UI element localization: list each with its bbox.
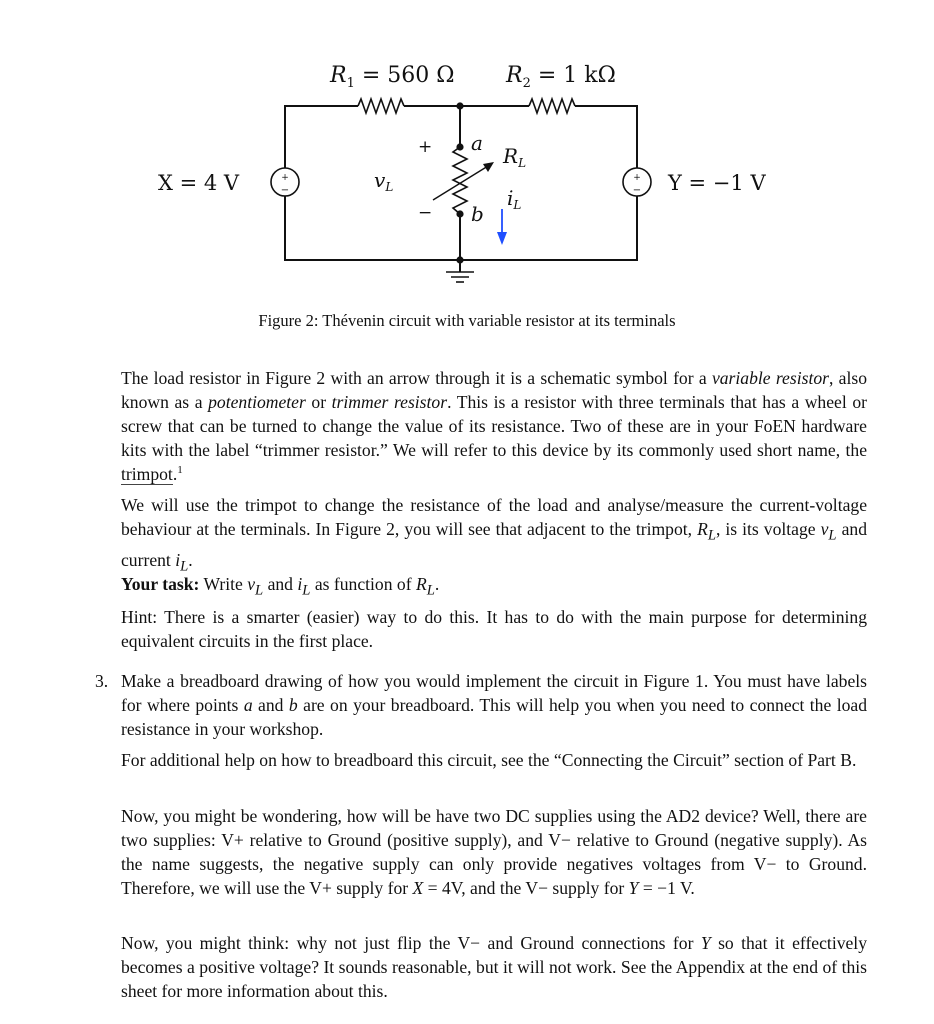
source-x-minus: −	[280, 185, 290, 196]
node-a-label: a	[471, 131, 483, 155]
paragraph-trimpot-usage: We will use the trimpot to change the resistance of the load and analyse/measure the current-voltage behaviour at the terminals. In Figure 2, you will see that adjacent to the trimpot, $R_L$, is its voltage $v_L$ and current $i_L$.	[121, 495, 867, 575]
paragraph-breadboard-task: Make a breadboard drawing of how you would implement the circuit in Figure 1. You must have labels for where points a and b are on your breadboard. This will help you when you need to connect the load resistance in your workshop.	[121, 671, 867, 739]
circuit-diagram	[0, 0, 934, 300]
figure-caption: Figure 2: Thévenin circuit with variable resistor at its terminals	[258, 311, 676, 330]
voltage-source-y	[623, 168, 651, 196]
y-label: Y = −1 V	[668, 171, 766, 195]
minus-sign: −	[418, 203, 433, 223]
il-label: $i_L$	[507, 186, 522, 212]
voltage-source-x	[271, 168, 299, 196]
node-ground	[456, 256, 463, 263]
node-b-dot	[456, 210, 463, 217]
node-a-dot	[456, 143, 463, 150]
plus-sign: +	[418, 137, 433, 157]
paragraph-trimpot-intro: The load resistor in Figure 2 with an arrow through it is a schematic symbol for a variable resistor, also known as a potentiometer or trimmer resistor. This is a resistor with three terminals that has a wheel or screw that can be turned to change the value of its resistance. Two of these are in your FoEN hardware kits with the label “trimmer resistor.” We will refer to this device by its commonly used short name, the trimpot.$^1$	[121, 368, 867, 484]
source-y-minus: −	[632, 185, 642, 196]
paragraph-supplies: Now, you might be wondering, how will be have two DC supplies using the AD2 device? Well, there are two supplies: V+ relative to Ground (positive supply), and V− relative to Ground (negative supply). As the name suggests, the negative supply can only provide negatives voltages from V− to Ground. Therefore, we will use the V+ supply for X = 4V, and the V− supply for Y = −1 V.	[121, 806, 867, 898]
trimpot-arrow-head	[483, 162, 494, 172]
source-x-plus: +	[281, 173, 289, 183]
ground-symbol	[446, 272, 474, 282]
trimpot-arrow	[433, 166, 488, 200]
rl-label: $R_L$	[503, 144, 527, 170]
node-b-label: b	[471, 202, 484, 226]
trimpot-link[interactable]: trimpot	[121, 464, 173, 484]
r2-label: $R_2 = 1$ kΩ	[506, 63, 616, 91]
paragraph-task: Your task: Write $v_L$ and $i_L$ as function of $R_L$.	[121, 574, 440, 599]
r1-label: $R_1 = 560$ Ω	[330, 63, 455, 91]
circuit-wires	[285, 106, 637, 272]
list-number-3: 3.	[95, 671, 109, 691]
footnote-marker[interactable]: 1	[177, 464, 183, 477]
vl-label: $v_L$	[374, 168, 394, 194]
paragraph-flip-connections: Now, you might think: why not just flip the V− and Ground connections for Y so that it effectively becomes a positive voltage? It sounds reasonable, but it will not work. See the Appendix at the end of this sheet for more information about this.	[121, 933, 867, 1001]
current-arrow-head	[497, 232, 507, 245]
node-top	[456, 102, 463, 109]
paragraph-breadboard-help: For additional help on how to breadboard this circuit, see the “Connecting the Circuit” section of Part B.	[121, 750, 857, 770]
paragraph-hint: Hint: There is a smarter (easier) way to do this. It has to do with the main purpose for determining equivalent circuits in the first place.	[121, 607, 867, 651]
r2-resistor	[529, 99, 575, 113]
r1-resistor	[358, 99, 404, 113]
x-label: X = 4 V	[158, 171, 240, 195]
source-y-plus: +	[633, 173, 641, 183]
